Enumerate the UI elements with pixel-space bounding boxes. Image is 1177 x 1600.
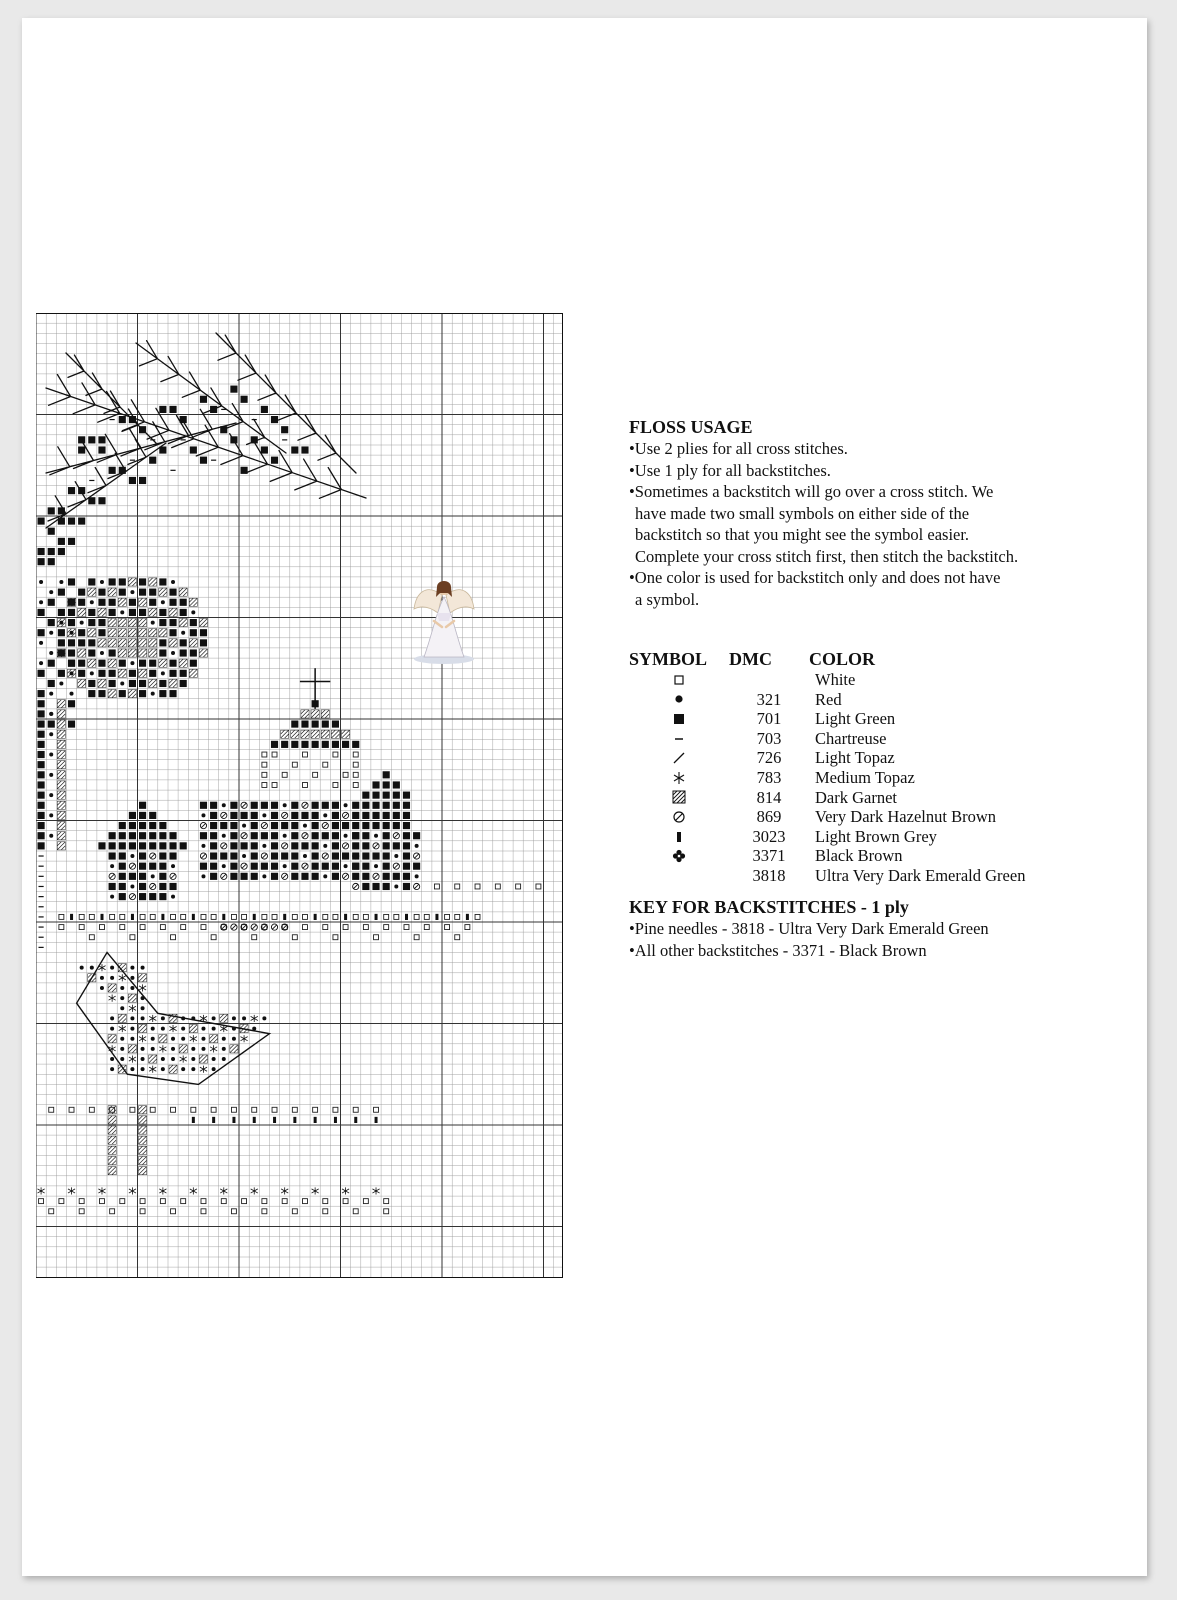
legend-row: [629, 768, 1109, 788]
dash-icon: [629, 729, 729, 749]
legend-row: [629, 690, 1109, 710]
legend-header-symbol: SYMBOL: [629, 649, 708, 669]
legend-row: [629, 748, 1109, 768]
backstitch-key-line: •All other backstitches - 3371 - Black Brown: [629, 940, 927, 960]
legend-color-name: Light Brown Grey: [815, 826, 937, 846]
floss-usage-section: [629, 416, 1129, 610]
open-square-icon: [629, 670, 729, 690]
legend-row: [629, 807, 1109, 827]
backstitch-key-title: KEY FOR BACKSTITCHES - 1 ply: [629, 897, 909, 917]
backstitch-key-section: [629, 896, 1129, 961]
legend-dmc-number: 703: [756, 728, 782, 748]
backstitch-key-line: •Pine needles - 3818 - Ultra Very Dark Emerald Green: [629, 919, 989, 938]
legend-color-name: Red: [815, 689, 842, 709]
legend-dmc-number: 3371: [752, 846, 786, 866]
legend-header-color: COLOR: [809, 649, 876, 669]
legend-color-name: Medium Topaz: [815, 767, 915, 787]
hatched-square-icon: [629, 788, 729, 808]
legend-dmc-number: [729, 670, 809, 690]
legend-color-name: Light Green: [815, 709, 896, 729]
legend-symbol-empty: [629, 866, 729, 886]
legend-dmc-number: 869: [756, 807, 782, 827]
legend-row: [629, 729, 1109, 749]
legend-row: [629, 788, 1109, 808]
pattern-page: [22, 18, 1147, 1576]
legend-color-name: Ultra Very Dark Emerald Green: [815, 865, 1026, 885]
legend-color-name: Chartreuse: [815, 728, 887, 748]
legend-dmc-number: 814: [756, 787, 782, 807]
floss-usage-line: have made two small symbols on either side of the: [635, 503, 970, 523]
legend-color-name: White: [815, 670, 856, 689]
cross-stitch-chart: [36, 313, 563, 1278]
legend-row: [629, 846, 1109, 866]
vertical-bar-icon: [629, 827, 729, 847]
floss-usage-title: FLOSS USAGE: [629, 417, 753, 437]
legend-row: [629, 827, 1109, 847]
color-legend: [629, 648, 1109, 886]
floss-usage-line: •Use 1 ply for all backstitches.: [629, 460, 831, 480]
slashed-circle-icon: [629, 807, 729, 827]
legend-row: [629, 709, 1109, 729]
floss-usage-line: Complete your cross stitch first, then stitch the backstitch.: [635, 546, 1019, 566]
flower-icon: [629, 846, 729, 866]
floss-usage-line: a symbol.: [635, 589, 700, 609]
legend-dmc-number: 701: [756, 709, 782, 729]
asterisk-icon: [629, 768, 729, 788]
floss-usage-line: •Use 2 plies for all cross stitches.: [629, 439, 848, 458]
legend-dmc-number: 726: [756, 748, 782, 768]
legend-dmc-number: 321: [756, 689, 782, 709]
legend-color-name: Very Dark Hazelnut Brown: [815, 807, 996, 827]
legend-row: [629, 866, 1109, 886]
floss-usage-line: backstitch so that you might see the symbol easier.: [635, 525, 970, 544]
legend-color-name: Black Brown: [815, 846, 903, 866]
legend-color-name: Light Topaz: [815, 748, 895, 768]
legend-color-name: Dark Garnet: [815, 787, 898, 807]
floss-usage-line: •Sometimes a backstitch will go over a cross stitch. We: [629, 482, 994, 501]
legend-dmc-number: 783: [756, 767, 782, 787]
floss-usage-line: •One color is used for backstitch only and does not have: [629, 568, 1001, 587]
legend-header-dmc: DMC: [729, 649, 772, 669]
filled-square-icon: [629, 709, 729, 729]
angel-decoration: [412, 573, 476, 665]
chart-grid: [36, 313, 563, 1278]
legend-dmc-number: 3023: [752, 826, 786, 846]
legend-dmc-number: 3818: [752, 865, 786, 885]
slash-icon: [629, 748, 729, 768]
filled-dot-icon: [629, 690, 729, 710]
legend-row: [629, 670, 1109, 690]
legend-header: [629, 648, 1109, 670]
